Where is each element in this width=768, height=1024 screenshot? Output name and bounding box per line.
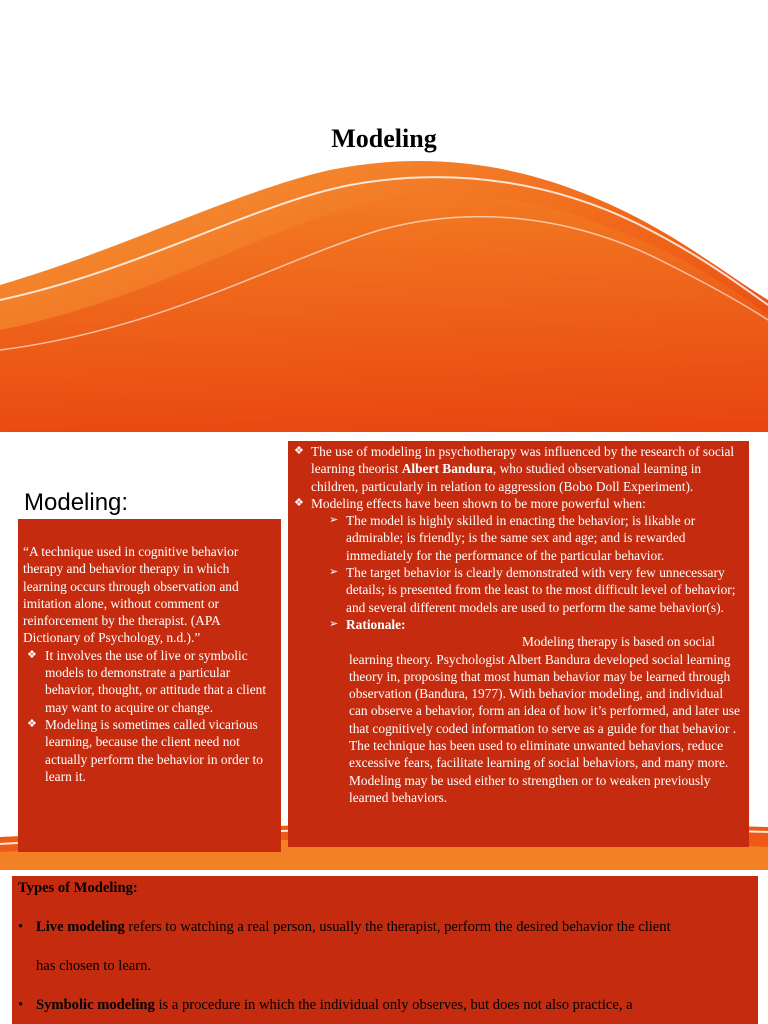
bandura-box [288,441,749,847]
type-name: Symbolic modeling [36,997,155,1013]
diamond-bullet-icon: ❖ [294,445,304,457]
type-description: is a procedure in which the individual only observes, but does not also practice, a [154,997,633,1013]
bullet-icon: • [18,997,24,1013]
type-description-continued: has chosen to learn. [36,958,152,974]
arrow-bullet-icon: ➢ [329,514,339,527]
sub-list-item [294,616,743,633]
sub-bullet-text: The target behavior is clearly demonstrated with very few unnecessary details; is presented from the least to the most difficult level of behavior; and several different models are used to perform the same behavior(s). [346,565,736,615]
diamond-bullet-icon: ❖ [27,717,37,730]
types-title: Types of Modeling: [18,880,138,896]
bandura-name: Albert Bandura [401,461,493,477]
type-name: Live modeling [36,919,125,935]
list-item [23,716,276,785]
diamond-bullet-icon: ❖ [27,648,37,661]
list-item [294,495,743,512]
bullet-icon: • [18,919,24,935]
arrow-bullet-icon: ➢ [329,617,339,630]
bullet-text: Modeling effects have been shown to be more powerful when: [311,495,646,511]
list-item [18,986,748,1024]
sub-list-item [294,512,743,564]
arrow-bullet-icon: ➢ [329,566,339,579]
definition-box [18,519,281,852]
title-slide [0,0,768,432]
types-slide [12,876,758,1024]
sub-bullet-text: The model is highly skilled in enacting the behavior; is likable or admirable; is friendly; is the same sex and age; and is rewarded immediately for the performance of the particular behavior. [346,513,696,563]
slide-title: Modeling [331,124,437,153]
bullet-text: The use of modeling in psychotherapy was influenced by the research of social learning theorist Albert Bandura, who studied observational learning in children, particularly in relation to aggression (Bobo Doll Experiment). [311,444,735,494]
type-description: refers to watching a real person, usually the therapist, perform the desired behavior the client [124,919,671,935]
bullet-text: Modeling is sometimes called vicarious learning, because the client need not actually perform the behavior in order to learn it. [45,716,263,784]
definition-slide [0,432,768,870]
orange-wave-background [0,0,768,432]
bullet-text: It involves the use of live or symbolic models to demonstrate a particular behavior, thought, or attitude that a client may want to acquire or change. [45,647,267,715]
diamond-bullet-icon: ❖ [294,496,304,509]
sub-list-item [294,564,743,616]
section-heading: Modeling: [24,489,129,516]
list-item [23,647,276,716]
list-item [294,443,743,495]
list-item [18,908,748,986]
rationale-label: Rationale: [346,616,406,632]
rationale-text: Modeling therapy is based on social learning theory. Psychologist Albert Bandura developed social learning theory in, proposing that most human behavior may be learned through observation (Bandura, 1977). With behavior modeling, and individual can observe a behavior, form an idea of how it’s performed, and later use that cognitively coded information to serve as a guide for that behavior . The technique has been used to eliminate unwanted behaviors, reduce excessive fears, facilitate learning of social behaviors, and many more. Modeling may be used either to strengthen or to weaken previously learned behaviors. [349,634,740,805]
apa-definition-quote: “A technique used in cognitive behavior therapy and behavior therapy in which learning occurs through observation and imitation alone, without comment or reinforcement by the therapist. (APA Dictionary of Psychology, n.d.).” [23,544,239,646]
